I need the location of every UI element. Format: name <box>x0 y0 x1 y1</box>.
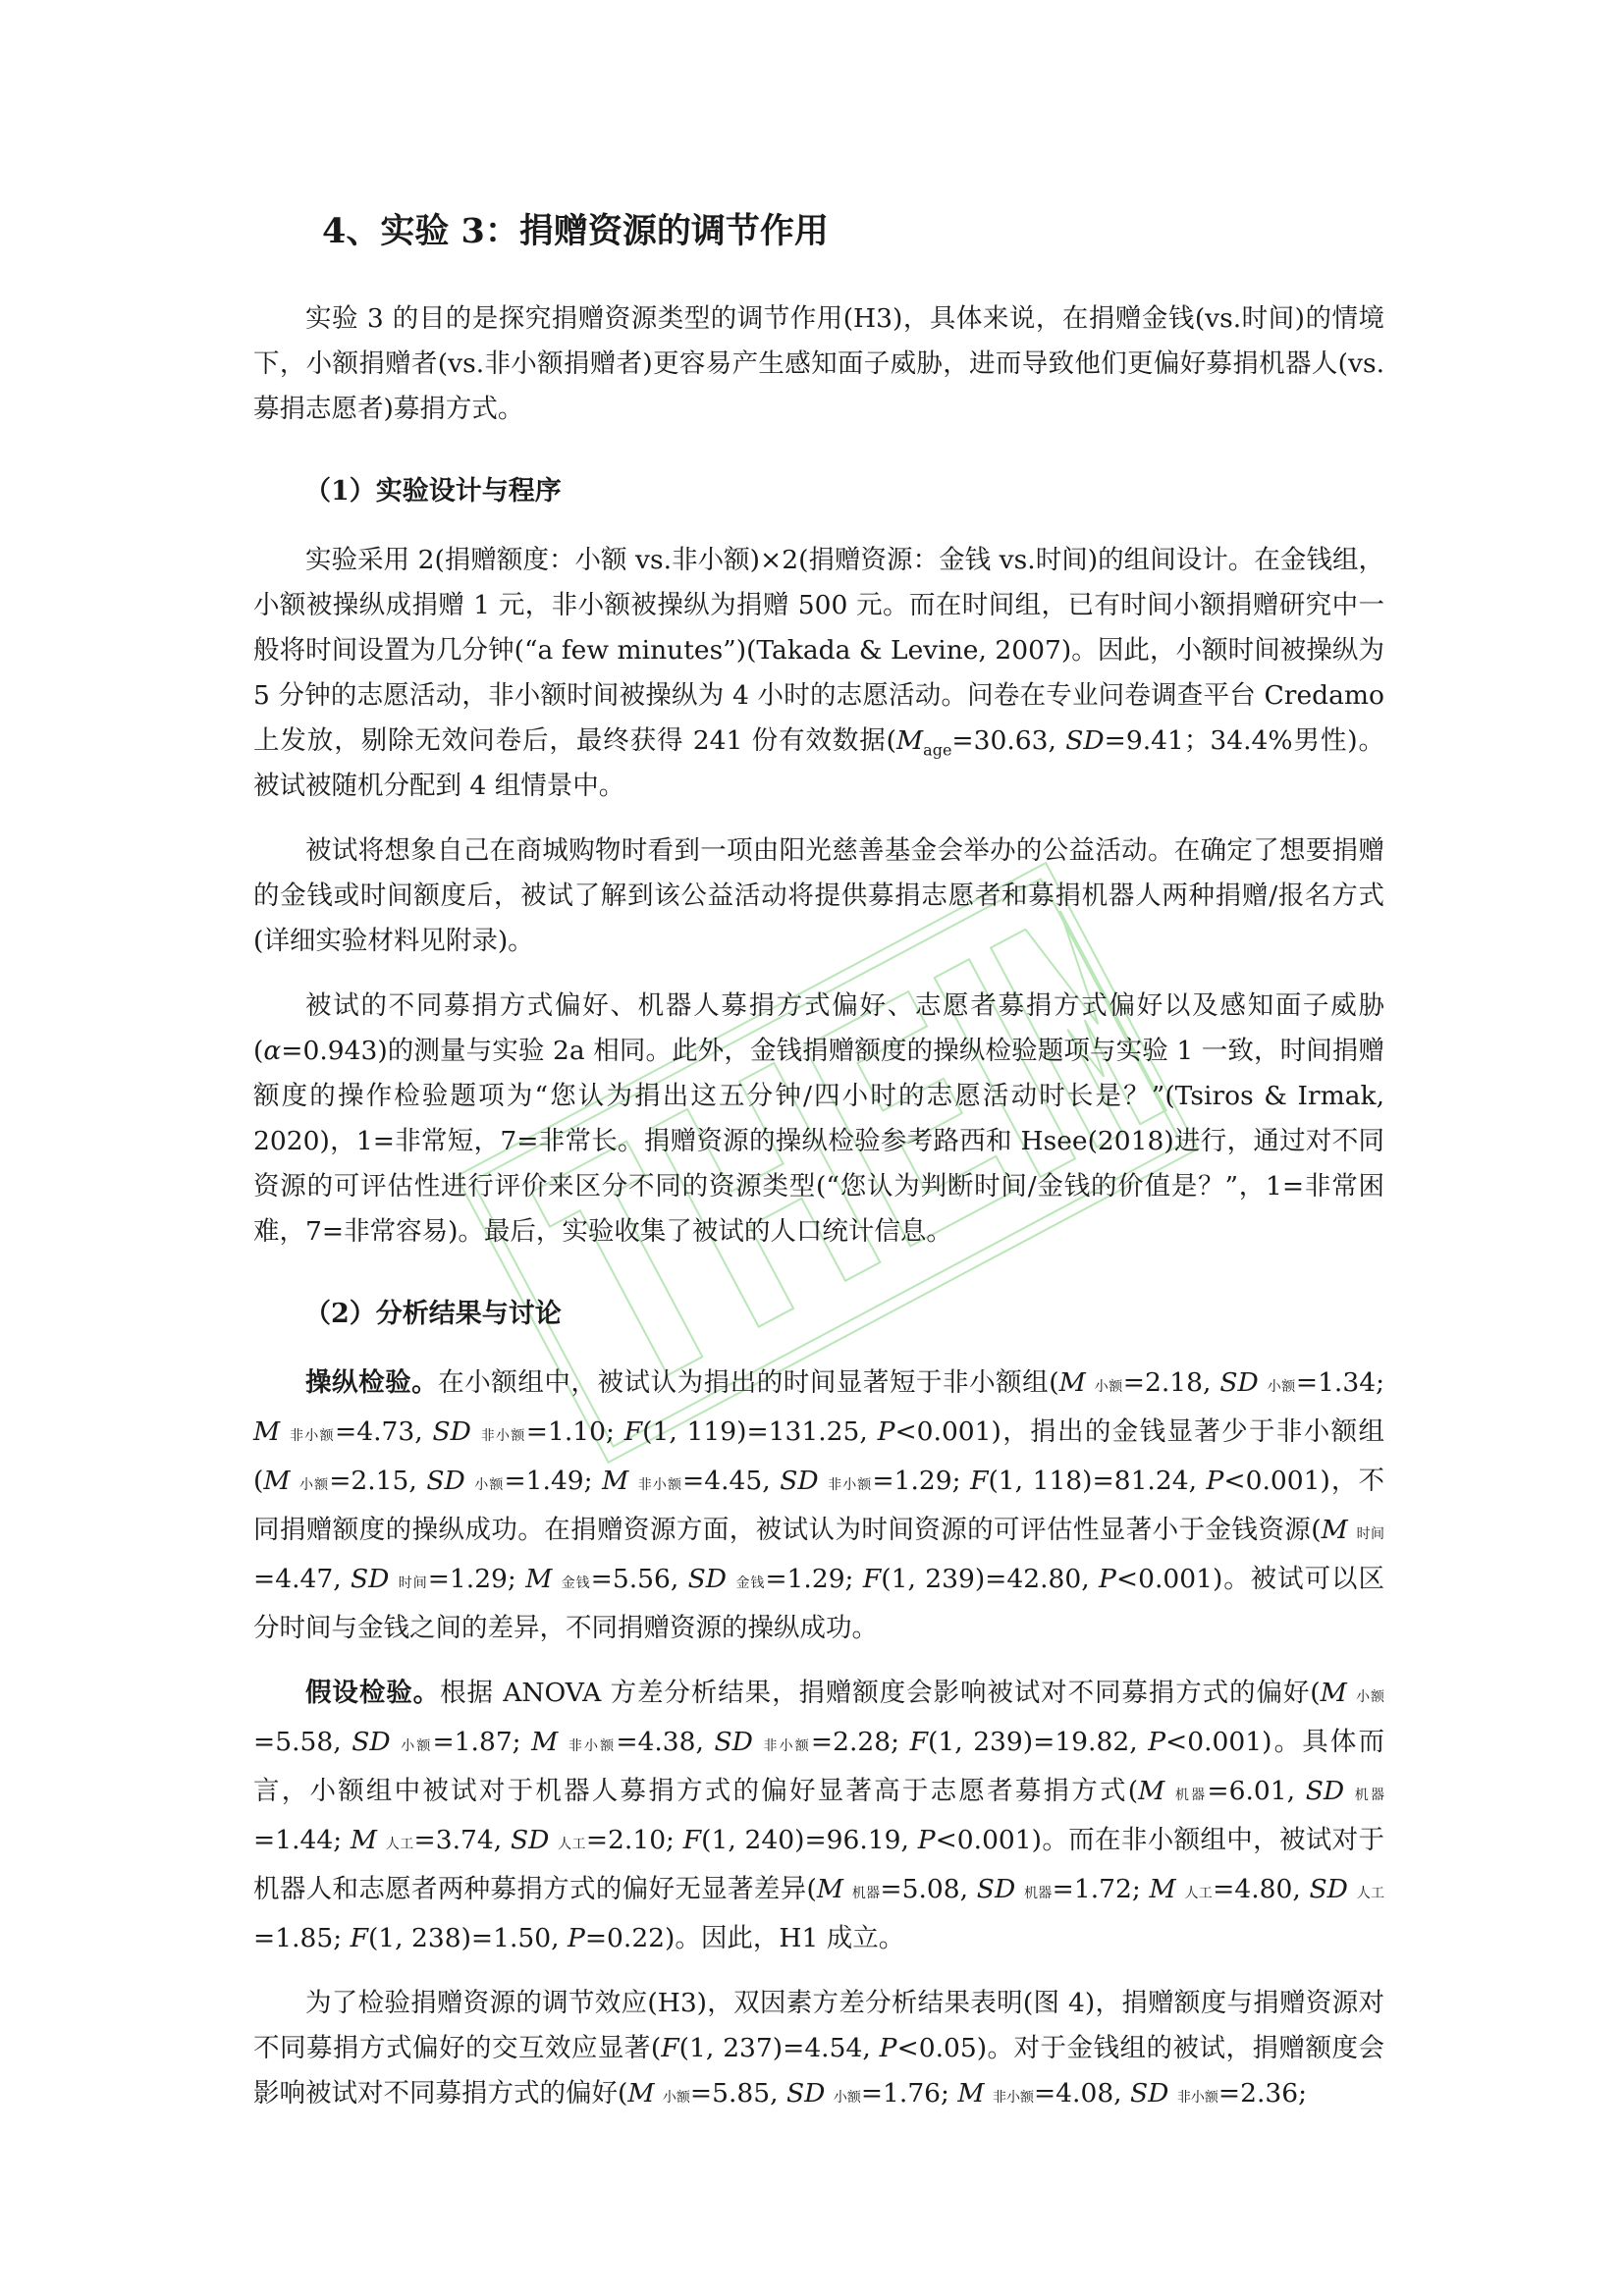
paper-content <box>253 206 1384 2120</box>
design-paragraph-1: 实验采用 2(捐赠额度：小额 vs.非小额)×2(捐赠资源：金钱 vs.时间)的组间设计。在金钱组，小额被操纵成捐赠 1 元，非小额被操纵为捐赠 500 元。而在时间组，已有时间小额捐赠研究中一般将时间设置为几分钟(“a few minutes”)(Takada & Levine, 2007)。因此，小额时间被操纵为 5 分钟的志愿活动，非小额时间被操纵为 4 小时的志愿活动。问卷在专业问卷调查平台 Credamo 上发放，剔除无效问卷后，最终获得 241 份有效数据($M_{age}=30.63$, SD=9.41；34.4%男性)。被试被随机分配到 4 组情景中。 <box>253 545 1384 801</box>
design-paragraph-3: 被试的不同募捐方式偏好、机器人募捐方式偏好、志愿者募捐方式偏好以及感知面子威胁(α=0.943)的测量与实验 2a 相同。此外，金钱捐赠额度的操纵检验题项与实验 1 一致，时间捐赠额度的操作检验题项为“您认为捐出这五分钟/四小时的志愿活动时长是？”(Tsiros & Irmak, 2020)，1=非常短，7=非常长。捐赠资源的操纵检验参考路西和 Hsee(2018)进行，通过对不同资源的可评估性进行评价来区分不同的资源类型(“您认为判断时间/金钱的价值是？”，1=非常困难，7=非常容易)。最后，实验收集了被试的人口统计信息。 <box>253 990 1384 1247</box>
hypothesis-test-paragraph: 假设检验。根据 ANOVA 方差分析结果，捐赠额度会影响被试对不同募捐方式的偏好(M 小额=5.58, SD 小额=1.87; M 非小额=4.38, SD 非小额=2.28; F(1, 239)=19.82, P<0.001)。具体而言，小额组中被试对于机器人募捐方式的偏好显著高于志愿者募捐方式(M 机器=6.01, SD 机器=1.44; M 人工=3.74, SD 人工=2.10; F(1, 240)=96.19, P<0.001)。而在非小额组中，被试对于机器人和志愿者两种募捐方式的偏好无显著差异(M 机器=5.08, SD 机器=1.72; M 人工=4.80, SD 人工=1.85; F(1, 238)=1.50, P=0.22)。因此，H1 成立。 <box>253 1678 1385 1953</box>
intro-paragraph: 实验 3 的目的是探究捐赠资源类型的调节作用(H3)，具体来说，在捐赠金钱(vs.时间)的情境下，小额捐赠者(vs.非小额捐赠者)更容易产生感知面子威胁，进而导致他们更偏好募捐机器人(vs.募捐志愿者)募捐方式。 <box>253 303 1384 424</box>
moderation-paragraph: 为了检验捐赠资源的调节效应(H3)，双因素方差分析结果表明(图 4)，捐赠额度与捐赠资源对不同募捐方式偏好的交互效应显著(F(1, 237)=4.54, P<0.05)。对于金钱组的被试，捐赠额度会影响被试对不同募捐方式的偏好(M 小额=5.85, SD 小额=1.76; M 非小额=4.08, SD 非小额=2.36; <box>253 1988 1384 2109</box>
manipulation-check-paragraph: 操纵检验。在小额组中，被试认为捐出的时间显著短于非小额组(M 小额=2.18, SD 小额=1.34; M 非小额=4.73, SD 非小额=1.10; F(1, 119)=131.25, P<0.001)，捐出的金钱显著少于非小额组(M 小额=2.15, SD 小额=1.49; M 非小额=4.45, SD 非小额=1.29; F(1, 118)=81.24, P<0.001)，不同捐赠额度的操纵成功。在捐赠资源方面，被试认为时间资源的可评估性显著小于金钱资源(M 时间=4.47, SD 时间=1.29; M 金钱=5.56, SD 金钱=1.29; F(1, 239)=42.80, P<0.001)。被试可以区分时间与金钱之间的差异，不同捐赠资源的操纵成功。 <box>253 1367 1385 1643</box>
design-heading: （1）实验设计与程序 <box>304 476 562 507</box>
design-paragraph-2: 被试将想象自己在商城购物时看到一项由阳光慈善基金会举办的公益活动。在确定了想要捐赠的金钱或时间额度后，被试了解到该公益活动将提供募捐志愿者和募捐机器人两种捐赠/报名方式(详细实验材料见附录)。 <box>253 835 1384 956</box>
section-title: 4、实验 3：捐赠资源的调节作用 <box>322 211 829 251</box>
results-heading: （2）分析结果与讨论 <box>304 1299 562 1329</box>
